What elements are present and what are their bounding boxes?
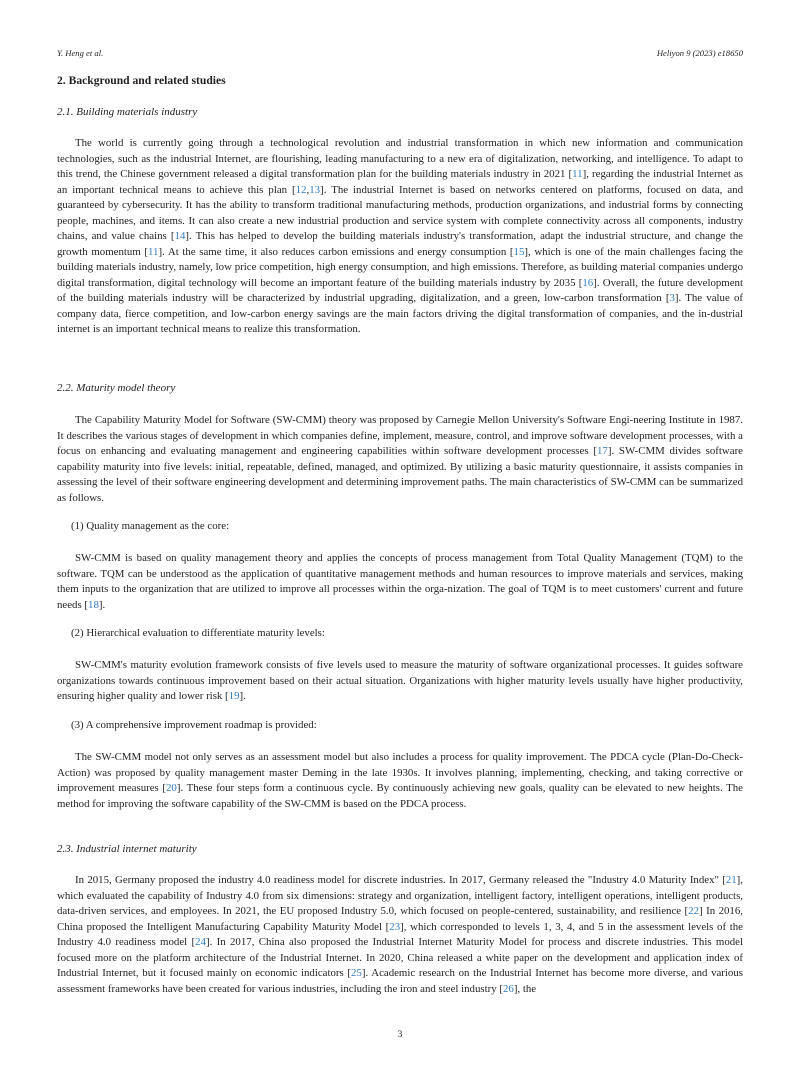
subsection-heading-2-3: 2.3. Industrial internet maturity (57, 843, 197, 855)
citation-link[interactable]: 23 (389, 920, 401, 933)
paragraph-maturity-theory: The Capability Maturity Model for Software (SW-CMM) theory was proposed by Carnegie Mellon University's Software Engi-neering Institute in 1987. It describes the various stages of development in which companies define, implement, measure, control, and improve software development processes, with a focus on enhancing and evaluating management and engineering capabilities within software development processes [17]. SW-CMM divides software capability maturity into five levels: initial, repeatable, defined, managed, and optimized. By utilizing a basic maturity questionnaire, it assists companies in assessing the level of their software engineering development and determining improvement paths. The main characteristics of SW-CMM can be summarized as follows. (57, 414, 743, 504)
section-heading: 2. Background and related studies (57, 74, 226, 87)
subsection-heading-2-1: 2.1. Building materials industry (57, 106, 198, 118)
header-journal: Heliyon 9 (2023) e18650 (656, 48, 743, 58)
list-item-improvement-roadmap: (3) A comprehensive improvement roadmap is provided: (71, 719, 317, 731)
page-number: 3 (397, 1030, 403, 1040)
citation-link[interactable]: 11 (148, 245, 159, 258)
list-item-hierarchical-evaluation: (2) Hierarchical evaluation to differentiate maturity levels: (71, 627, 325, 639)
citation-link[interactable]: 11 (572, 168, 583, 180)
citation-link[interactable]: 16 (582, 276, 594, 289)
paragraph-tqm: SW-CMM is based on quality management theory and applies the concepts of process management from Total Quality Management (TQM) to the software. TQM can be understood as the application of quantitative management methods and human resources to improve materials and services, making them inputs to the organization that are utilized to improve all processes within the orga-nization. The goal of TQM is to meet customers' current and future needs [18]. (57, 552, 743, 611)
citation-link[interactable]: 15 (513, 245, 525, 258)
list-item-quality-management: (1) Quality management as the core: (71, 520, 230, 532)
paragraph-maturity-levels: SW-CMM's maturity evolution framework consists of five levels used to measure the maturity of software organizational processes. It guides software organizations towards continuous improvement based on their actual situation. Organizations with higher maturity levels usually have higher productivity, ensuring higher quality and lower risk [19]. (57, 659, 743, 702)
header-authors: Y. Heng et al. (57, 48, 104, 58)
citation-link[interactable]: 24 (195, 936, 206, 948)
citation-link[interactable]: 22 (688, 905, 699, 917)
paragraph-industrial-internet: In 2015, Germany proposed the industry 4.0 readiness model for discrete industries. In 2017, Germany released the "Industry 4.0 Maturity Index" [21], which evaluated the capability of Industry 4.0 from six dimensions: strategy and organization, intelligent factory, intelligent operations, intelligent products, data-driven services, and employees. In 2021, the EU proposed Industry 5.0, which focused on people-centered, sustainability, and resilience [22] In 2016, China proposed the Intelligent Manufacturing Capability Maturity Model [23], which corresponded to levels 1, 3, 4, and 5 in the assessment levels of the Industry 4.0 readiness model [24]. In 2017, China also proposed the Industrial Internet Maturity Model for process and discrete industries. This model focused more on the platform architecture of the Industrial Internet. In 2020, China released a white paper on the development and application index of Industrial Internet, but it focused mainly on economic indicators [25]. Academic research on the Industrial Internet has become more diverse, and various assessment frameworks have been created for various industries, including the iron and steel industry [26], the (57, 874, 743, 995)
citation-link[interactable]: 21 (725, 874, 737, 886)
citation-link[interactable]: 19 (228, 690, 240, 702)
subsection-heading-2-2: 2.2. Maturity model theory (57, 382, 176, 394)
citation-link[interactable]: 20 (166, 782, 177, 794)
citation-link[interactable]: 17 (596, 445, 608, 457)
paragraph-building-materials: The world is currently going through a technological revolution and industrial transformation in which new information and communication technologies, such as the industrial Internet, are flourishing, leading manufacturing to a new era of digitalization, networking, and intelligence. To adapt to this trend, the Chinese government released a digital transformation plan for the building materials industry in 2021 [11], regarding the industrial Internet as an important technical means to achieve this plan [12,13]. The industrial Internet is based on networks centered on platforms, focused on data, and guaranteed by cybersecurity. It has the ability to transform traditional manufacturing methods, production organizations, and industrial forms by connecting people, machines, and items. It can also create a new industrial production and service system with complete connectivity across all components, industry chains, and value chains [14]. This has helped to develop the building materials industry's transformation, adapt the industrial structure, and change the growth momentum [11]. At the same time, it also reduces carbon emissions and energy consumption [15], which is one of the main challenges facing the building materials industry, namely, low price competition, high energy consumption, and high emissions. Therefore, as building material companies undergo digital transformation, digital technology will become an important feature of the building materials industry by 2035 [16]. Overall, the future development of the building materials industry will be characterized by industrial upgrading, digitalization, and a green, low-carbon transformation [3]. The value of company data, fierce competition, and low-carbon energy savings are the main factors driving the digital transformation of companies, and the in-dustrial internet is an important technical means to realize this transformation. (57, 137, 743, 335)
citation-link[interactable]: 26 (502, 982, 514, 995)
citation-link[interactable]: 14 (174, 230, 186, 242)
citation-link[interactable]: 18 (88, 598, 99, 611)
citation-link[interactable]: 12 (295, 183, 307, 196)
citation-link[interactable]: 3 (669, 292, 675, 304)
paragraph-pdca: The SW-CMM model not only serves as an assessment model but also includes a process for quality improvement. The PDCA cycle (Plan-Do-Check-Action) was proposed by quality management master Deming in the late 1930s. It involves planning, implementing, checking, and taking corrective or improvement measures [20]. These four steps form a continuous cycle. By continuously achieving new goals, quality can be elevated to new heights. The method for improving the software capability of the SW-CMM is based on the PDCA process. (57, 751, 743, 810)
citation-link[interactable]: 13 (309, 183, 321, 196)
citation-link[interactable]: 25 (351, 967, 362, 979)
